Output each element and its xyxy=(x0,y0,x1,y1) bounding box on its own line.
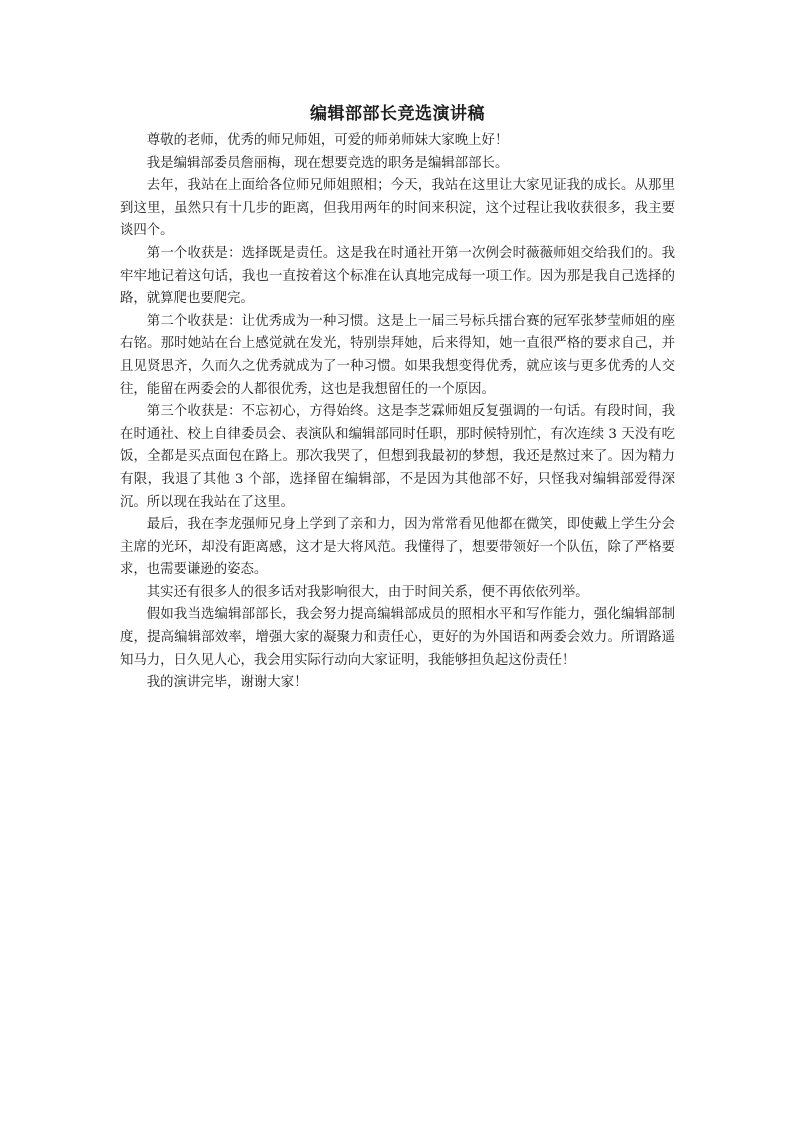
paragraph-gain-one: 第一个收获是：选择既是责任。这是我在时通社开第一次例会时薇薇师姐交给我们的。我牢牢地记着这句话，我也一直按着这个标准在认真地完成每一项工作。因为那是我自己选择的路，就算爬也要爬完。 xyxy=(120,245,675,307)
paragraph-gain-three: 第三个收获是：不忘初心，方得始终。这是李芝霖师姐反复强调的一句话。有段时间，我在时通社、校上自律委员会、表演队和编辑部同时任职，那时候特别忙，有次连续 3 天没有吃饭，全都是买点面包在路上。那次我哭了，但想到我最初的梦想，我还是熬过来了。因为精力有限，我退了其他 3 个部，选择留在编辑部，不是因为其他部不好，只怪我对编辑部爱得深沉。所以现在我站在了这里。 xyxy=(120,404,675,510)
paragraph-background: 去年，我站在上面给各位师兄师姐照相；今天，我站在这里让大家见证我的成长。从那里到这里，虽然只有十几步的距离，但我用两年的时间来积淀，这个过程让我收获很多，我主要谈四个。 xyxy=(120,178,675,239)
paragraph-greeting: 尊敬的老师，优秀的师兄师姐，可爱的师弟师妹大家晚上好！ xyxy=(146,133,509,148)
paragraph-closing: 我的演讲完毕，谢谢大家！ xyxy=(146,675,308,691)
paragraph-others: 其实还有很多人的很多话对我影响很大，由于时间关系，便不再依依列举。 xyxy=(146,584,589,600)
speech-document xyxy=(120,100,675,695)
paragraph-gain-four: 最后，我在李龙强师兄身上学到了亲和力，因为常常看见他都在微笑，即使戴上学生分会主席的光环，却没有距离感，这才是大将风范。我懂得了，想要带领好一个队伍，除了严格要求，也需要谦逊的姿态。 xyxy=(120,517,675,578)
paragraph-gain-two: 第二个收获是：让优秀成为一种习惯。这是上一届三号标兵擂台赛的冠军张梦莹师姐的座右铭。那时她站在台上感觉就在发光，特别崇拜她，后来得知，她一直很严格的要求自己，并且见贤思齐，久而久之优秀就成为了一种习惯。如果我想变得优秀，就应该与更多优秀的人交往，能留在两委会的人都很优秀，这也是我想留任的一个原因。 xyxy=(120,313,675,397)
paragraph-introduction: 我是编辑部委员詹丽梅，现在想要竞选的职务是编辑部部长。 xyxy=(146,155,509,171)
paragraph-pledge: 假如我当选编辑部部长，我会努力提高编辑部成员的照相水平和写作能力，强化编辑部制度，提高编辑部效率，增强大家的凝聚力和责任心，更好的为外国语和两委会效力。所谓路遥知马力，日久见人心，我会用实际行动向大家证明，我能够担负起这份责任！ xyxy=(120,607,675,668)
page-title: 编辑部部长竞选演讲稿 xyxy=(310,104,485,124)
